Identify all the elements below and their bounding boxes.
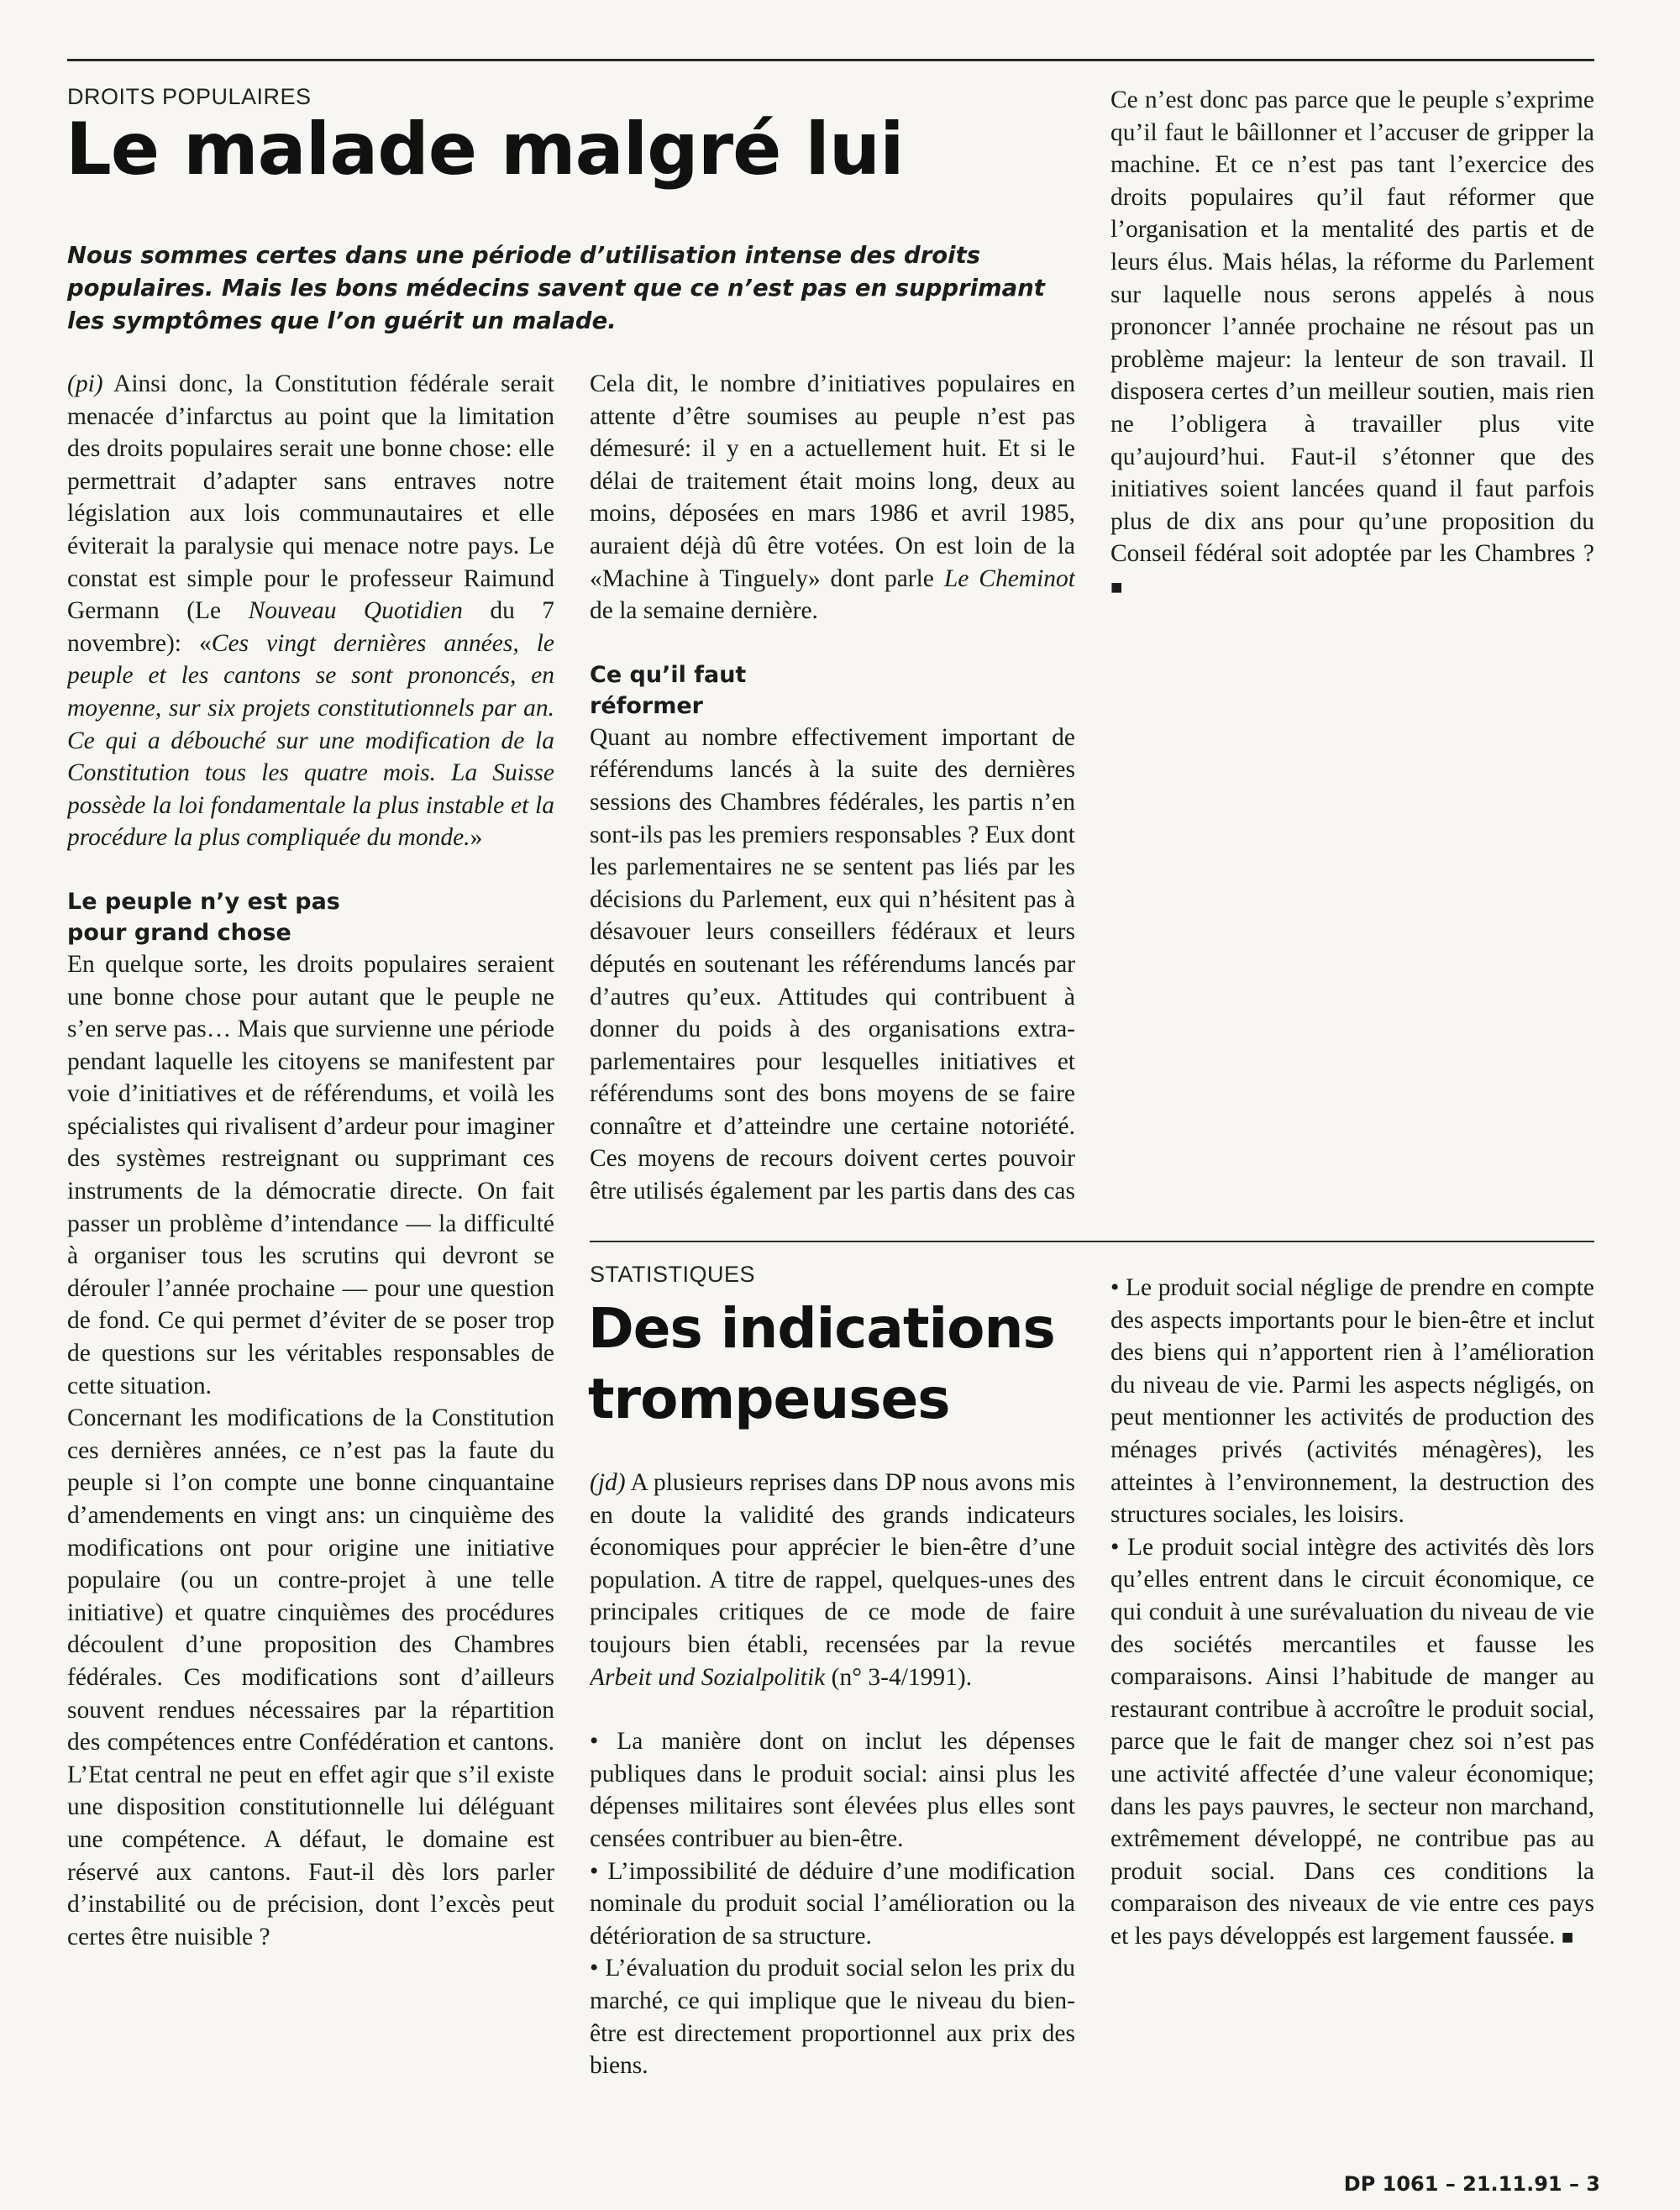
article1-paragraph-3: Concernant les modifications de la Constitution ces dernières années, ce n’est pas la faute du peuple si l’on compte une bonne cinquantaine d’amendements en vingt ans: un cinquième des modifications ont pour origine une initiative populaire (ou un contre-projet à une telle initiative) et quatre cinquièmes des procédures découlent d’une proposition des Chambres fédérales. Ces modifications sont d’ailleurs souvent rendues nécessaires par la répartition des compétences entre Confédération et cantons. L’Etat central ne peut en effet agir que s’il existe une disposition constitutionnelle lui déléguant une compétence. A défaut, le domaine est réservé aux cantons. Faut-il dès lors parler d’instabilité ou de précision, dont l’excès peut certes être nuisible ? — [67, 1404, 554, 1950]
end-mark: ■ — [1110, 576, 1123, 599]
article1-paragraph-4: Cela dit, le nombre d’initiatives populaires en attente d’être soumises au peuple n’est pas démesuré: il y en a actuellement huit. Et si le délai de traitement était moins long, deux au moins, déposées en mars 1986 et avril 1985, auraient déjà dû être votées. On est loin de la «Machine à Tinguely» dont parle Le Cheminot de la semaine dernière. — [590, 370, 1075, 625]
article2-title: Des indications trompeuses — [588, 1296, 1055, 1431]
page-footer: DP 1061 – 21.11.91 – 3 — [1343, 2172, 1600, 2196]
end-mark: ■ — [1561, 1926, 1574, 1949]
article2-paragraph-1: (jd) A plusieurs reprises dans DP nous avons mis en doute la validité des grands indicateurs économiques pour apprécier le bien-être d’une population. A titre de rappel, quelques-unes des principales critiques de ce mode de faire toujours bien établi, recensées par la revue Arbeit und Sozialpolitik (n° 3-4/1991). — [590, 1469, 1075, 1691]
article1-paragraph-5: Quant au nombre effectivement important de référendums lancés à la suite des dernières sessions des Chambres fédérales, les partis n’en sont-ils pas les premiers responsables ? Eux dont les parlementaires ne se sentent pas liés par les décisions du Parlement, eux qui n’hésitent pas à désavouer leurs conseillers fédéraux et leurs députés en soutenant les référendums lancés par d’autres qu’eux. Attitudes qui contribuent à donner du poids à des organisations extra-parlementaires pour lesquelles initiatives et référendums sont des bons moyens de se faire connaître et d’atteindre une certaine notoriété. Ces moyens de recours doivent certes pouvoir être utilisés également par les partis dans des cas — [590, 723, 1075, 1205]
section-rule — [590, 1241, 1594, 1242]
article2-source: Arbeit und Sozialpolitik — [590, 1663, 826, 1691]
article1-quote: Ces vingt dernières années, le peuple et les cantons se sont prononcés, en moyenne, sur six projets constitutionnels par an. Ce qui a débouché sur une modification de la Constitution tous les quatre mois. La Suisse possède la loi fondamentale la plus instable et la procédure la plus compliquée du monde. — [67, 629, 554, 852]
article2-author: (jd) — [590, 1469, 626, 1496]
article1-paragraph-1: (pi) Ainsi donc, la Constitution fédérale serait menacée d’infarctus au point que la limitation des droits populaires serait une bonne chose: elle permettrait d’adapter sans entraves notre législation aux lois communautaires et elle éviterait la paralysie qui menace notre pays. Le constat est simple pour le professeur Raimund Germann (Le Nouveau Quotidien du 7 novembre): «Ces vingt dernières années, le peuple et les cantons se sont prononcés, en moyenne, sur six projets constitutionnels par an. Ce qui a débouché sur une modification de la Constitution tous les quatre mois. La Suisse possède la loi fondamentale la plus instable et la procédure la plus compliquée du monde.» — [67, 370, 554, 852]
article1-source-nq: Nouveau Quotidien — [248, 597, 463, 625]
article2-bullet-3: • L’évaluation du produit social selon les prix du marché, ce qui implique que le niveau du bien-être est directement proportionnel aux prix des biens. — [590, 1955, 1075, 2080]
article1-subheading-1: Le peuple n’y est pas pour grand chose — [67, 888, 340, 946]
article2-bullet-2: • L’impossibilité de déduire d’une modification nominale du produit social l’amélioration ou la détérioration de sa structure. — [590, 1857, 1075, 1950]
article1-column-1 — [67, 368, 554, 2128]
article1-column-3 — [1110, 84, 1594, 1193]
article1-lead: Nous sommes certes dans une période d’utilisation intense des droits populaires. Mais les bons médecins savent que ce n’est pas en supprimant les symptômes que l’on guérit un malade. — [67, 242, 1045, 334]
article2-column-1 — [590, 1467, 1075, 2130]
article2-bullet-1: • La manière dont on inclut les dépenses publiques dans le produit social: ainsi plus les dépenses militaires sont élevées plus elles sont censées contribuer au bien-être. — [590, 1728, 1075, 1852]
article2-rubric: STATISTIQUES — [590, 1262, 756, 1287]
article1-paragraph-6: Ce n’est donc pas parce que le peuple s’exprime qu’il faut le bâillonner et l’accuser de gripper la machine. Et ce n’est pas tant l’exercice des droits populaires qu’il faut réformer que l’organisation et la mentalité des partis et de leurs élus. Mais hélas, la réforme du Parlement sur laquelle nous serons appelés à nous prononcer l’année prochaine ne résout pas un problème majeur: la lenteur de son travail. Il disposera certes d’un meilleur soutien, mais rien ne l’obligera à travailler plus vite qu’aujourd’hui. Faut-il s’étonner que des initiatives soient lancées quand il faut parfois plus de dix ans pour qu’une proposition du Conseil fédéral soit adoptée par les Chambres ? ■ — [1110, 87, 1594, 599]
article1-source-cheminot: Le Cheminot — [943, 564, 1075, 592]
article1-rubric: DROITS POPULAIRES — [67, 84, 312, 109]
article2-bullet-5: • Le produit social intègre des activités dès lors qu’elles entrent dans le circuit économique, ce qui conduit à une surévaluation du niveau de vie des sociétés mercantiles et fausse les comparaisons. Ainsi l’habitude de manger au restaurant contribue à accroître le produit social, parce que le fait de manger chez soi n’est pas une activité affectée d’une valeur économique; dans les pays pauvres, le secteur non marchand, extrêmement développé, ne contribue pas au produit social. Dans ces conditions la comparaison des niveaux de vie entre ces pays et les pays développés est largement faussée. ■ — [1110, 1533, 1594, 1950]
article2-bullet-4: • Le produit social néglige de prendre en compte des aspects importants pour le bien-être et inclut des biens qui n’apportent rien à l’amélioration du niveau de vie. Parmi les aspects négligés, on peut mentionner les activités de production des ménages privés (activités ménagères), les atteintes à l’environnement, la destruction des structures sociales, les loisirs. — [1110, 1274, 1594, 1529]
article1-paragraph-2: En quelque sorte, les droits populaires seraient une bonne chose pour autant que le peuple ne s’en serve pas… Mais que survienne une période pendant laquelle les citoyens se manifestent par voie d’initiatives et de référendums, et voilà les spécialistes qui rivalisent d’ardeur pour imaginer des systèmes restreignant ou supprimant ces instruments de la démocratie directe. On fait passer un problème d’intendance — la difficulté à organiser tous les scrutins qui devront se dérouler l’année prochaine — pour une question de fond. Ce qui permet d’éviter de se poser trop de questions sur les véritables responsables de cette situation. — [67, 950, 554, 1399]
article1-title: Le malade malgré lui — [66, 108, 904, 192]
article1-column-2 — [590, 368, 1075, 1208]
article1-author: (pi) — [67, 370, 103, 397]
top-rule — [67, 59, 1594, 61]
article2-column-2 — [1110, 1272, 1594, 2129]
article1-subheading-2: Ce qu’il faut réformer — [590, 661, 747, 719]
